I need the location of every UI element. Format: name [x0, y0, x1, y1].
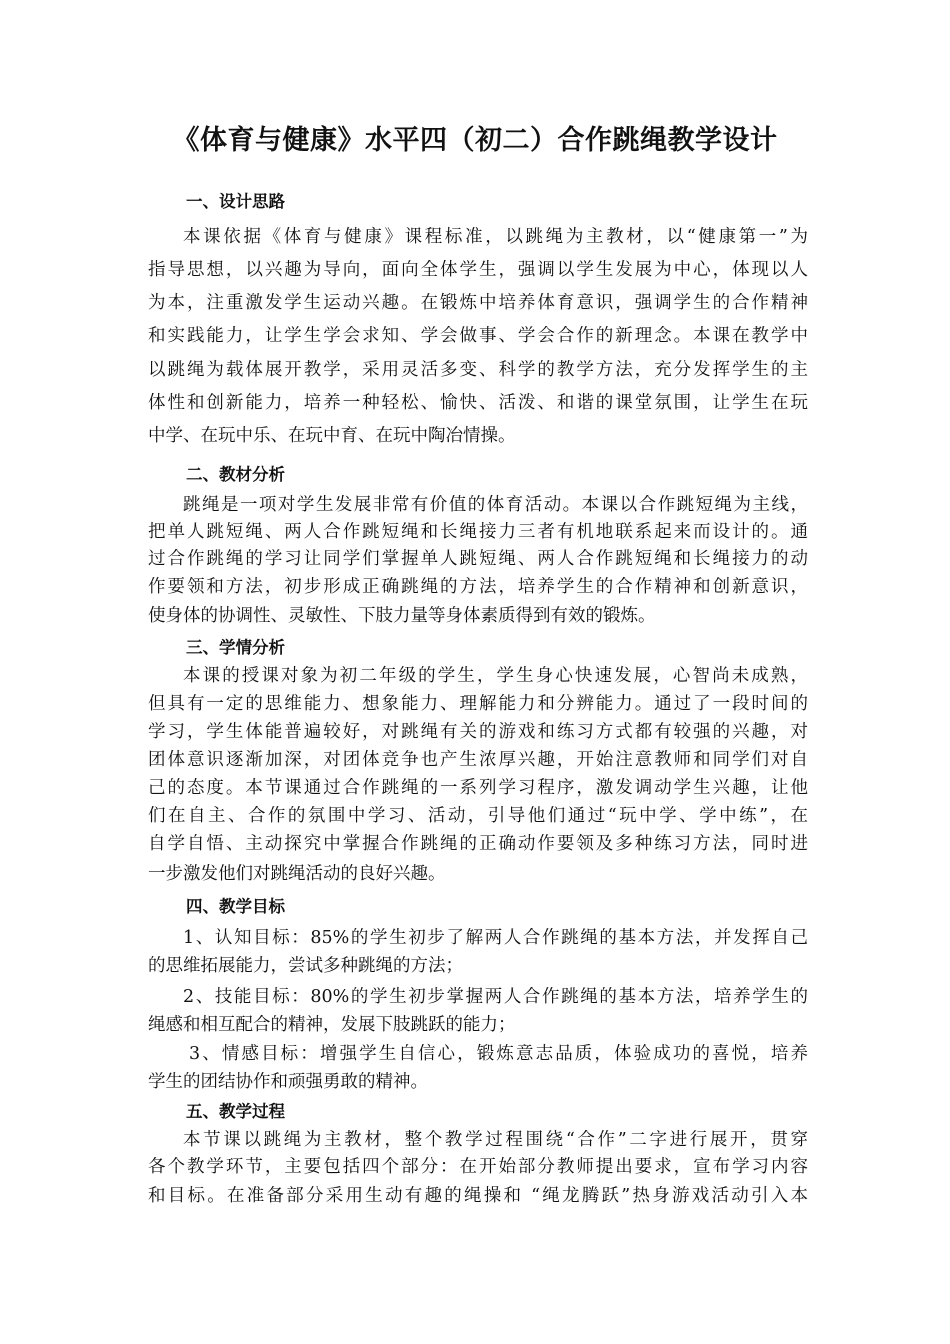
section-heading-design-idea: 一、设计思路: [186, 192, 285, 211]
paragraph-line: 自学自悟、主动探究中掌握合作跳绳的正确动作要领及多种练习方法，同时进: [148, 834, 808, 854]
paragraph-line: 本节课以跳绳为主教材，整个教学过程围绕“合作”二字进行展开，贯穿: [183, 1130, 808, 1150]
paragraph-line: 把单人跳短绳、两人合作跳短绳和长绳接力三者有机地联系起来而设计的。通: [148, 522, 808, 542]
paragraph-line: 本课的授课对象为初二年级的学生，学生身心快速发展，心智尚未成熟，: [183, 666, 808, 686]
paragraph-line: 过合作跳绳的学习让同学们掌握单人跳短绳、两人合作跳短绳和长绳接力的动: [148, 549, 808, 569]
paragraph-line: 但具有一定的思维能力、想象能力、理解能力和分辨能力。通过了一段时间的: [148, 694, 808, 714]
paragraph-line: 中学、在玩中乐、在玩中育、在玩中陶冶情操。: [148, 426, 516, 446]
paragraph-line: 体性和创新能力，培养一种轻松、愉快、活泼、和谐的课堂氛围，让学生在玩: [148, 393, 808, 413]
section-heading-teaching-goals: 四、教学目标: [186, 897, 285, 916]
section-heading-teaching-process: 五、教学过程: [186, 1102, 285, 1121]
paragraph-line: 3、情感目标：增强学生自信心，锻炼意志品质，体验成功的喜悦，培养: [189, 1044, 808, 1064]
paragraph-line: 己的态度。本节课通过合作跳绳的一系列学习程序，激发调动学生兴趣，让他: [148, 778, 808, 798]
document-title: 《体育与健康》水平四（初二）合作跳绳教学设计: [172, 125, 778, 156]
section-heading-material-analysis: 二、教材分析: [186, 465, 285, 484]
paragraph-line: 为本，注重激发学生运动兴趣。在锻炼中培养体育意识，强调学生的合作精神: [148, 293, 808, 313]
paragraph-line: 指导思想，以兴趣为导向，面向全体学生，强调以学生发展为中心，体现以人: [148, 260, 808, 280]
paragraph-line: 和目标。在准备部分采用生动有趣的绳操和 “绳龙腾跃”热身游戏活动引入本: [148, 1186, 808, 1206]
paragraph-line: 们在自主、合作的氛围中学习、活动，引导他们通过“玩中学、学中练”，在: [148, 806, 808, 826]
paragraph-line: 2、技能目标：80%的学生初步掌握两人合作跳绳的基本方法，培养学生的: [183, 987, 808, 1007]
paragraph-line: 学生的团结协作和顽强勇敢的精神。: [148, 1072, 428, 1092]
paragraph-line: 的思维拓展能力，尝试多种跳绳的方法；: [148, 956, 463, 976]
paragraph-line: 使身体的协调性、灵敏性、下肢力量等身体素质得到有效的锻炼。: [148, 606, 656, 626]
paragraph-line: 1、认知目标：85%的学生初步了解两人合作跳绳的基本方法，并发挥自己: [183, 928, 808, 948]
paragraph-line: 学习，学生体能普遍较好，对跳绳有关的游戏和练习方式都有较强的兴趣，对: [148, 722, 808, 742]
paragraph-line: 绳感和相互配合的精神，发展下肢跳跃的能力；: [148, 1015, 516, 1035]
section-heading-learner-analysis: 三、学情分析: [186, 638, 285, 657]
paragraph-line: 和实践能力，让学生学会求知、学会做事、学会合作的新理念。本课在教学中: [148, 326, 808, 346]
paragraph-line: 团体意识逐渐加深，对团体竞争也产生浓厚兴趣，开始注意教师和同学们对自: [148, 750, 808, 770]
paragraph-line: 以跳绳为载体展开教学，采用灵活多变、科学的教学方法，充分发挥学生的主: [148, 360, 808, 380]
paragraph-line: 各个教学环节，主要包括四个部分：在开始部分教师提出要求，宣布学习内容: [148, 1157, 808, 1177]
paragraph-line: 作要领和方法，初步形成正确跳绳的方法，培养学生的合作精神和创新意识，: [148, 577, 808, 597]
paragraph-line: 本课依据《体育与健康》课程标准，以跳绳为主教材，以“健康第一”为: [183, 227, 808, 247]
paragraph-line: 一步激发他们对跳绳活动的良好兴趣。: [148, 864, 446, 884]
paragraph-line: 跳绳是一项对学生发展非常有价值的体育活动。本课以合作跳短绳为主线，: [183, 495, 808, 515]
